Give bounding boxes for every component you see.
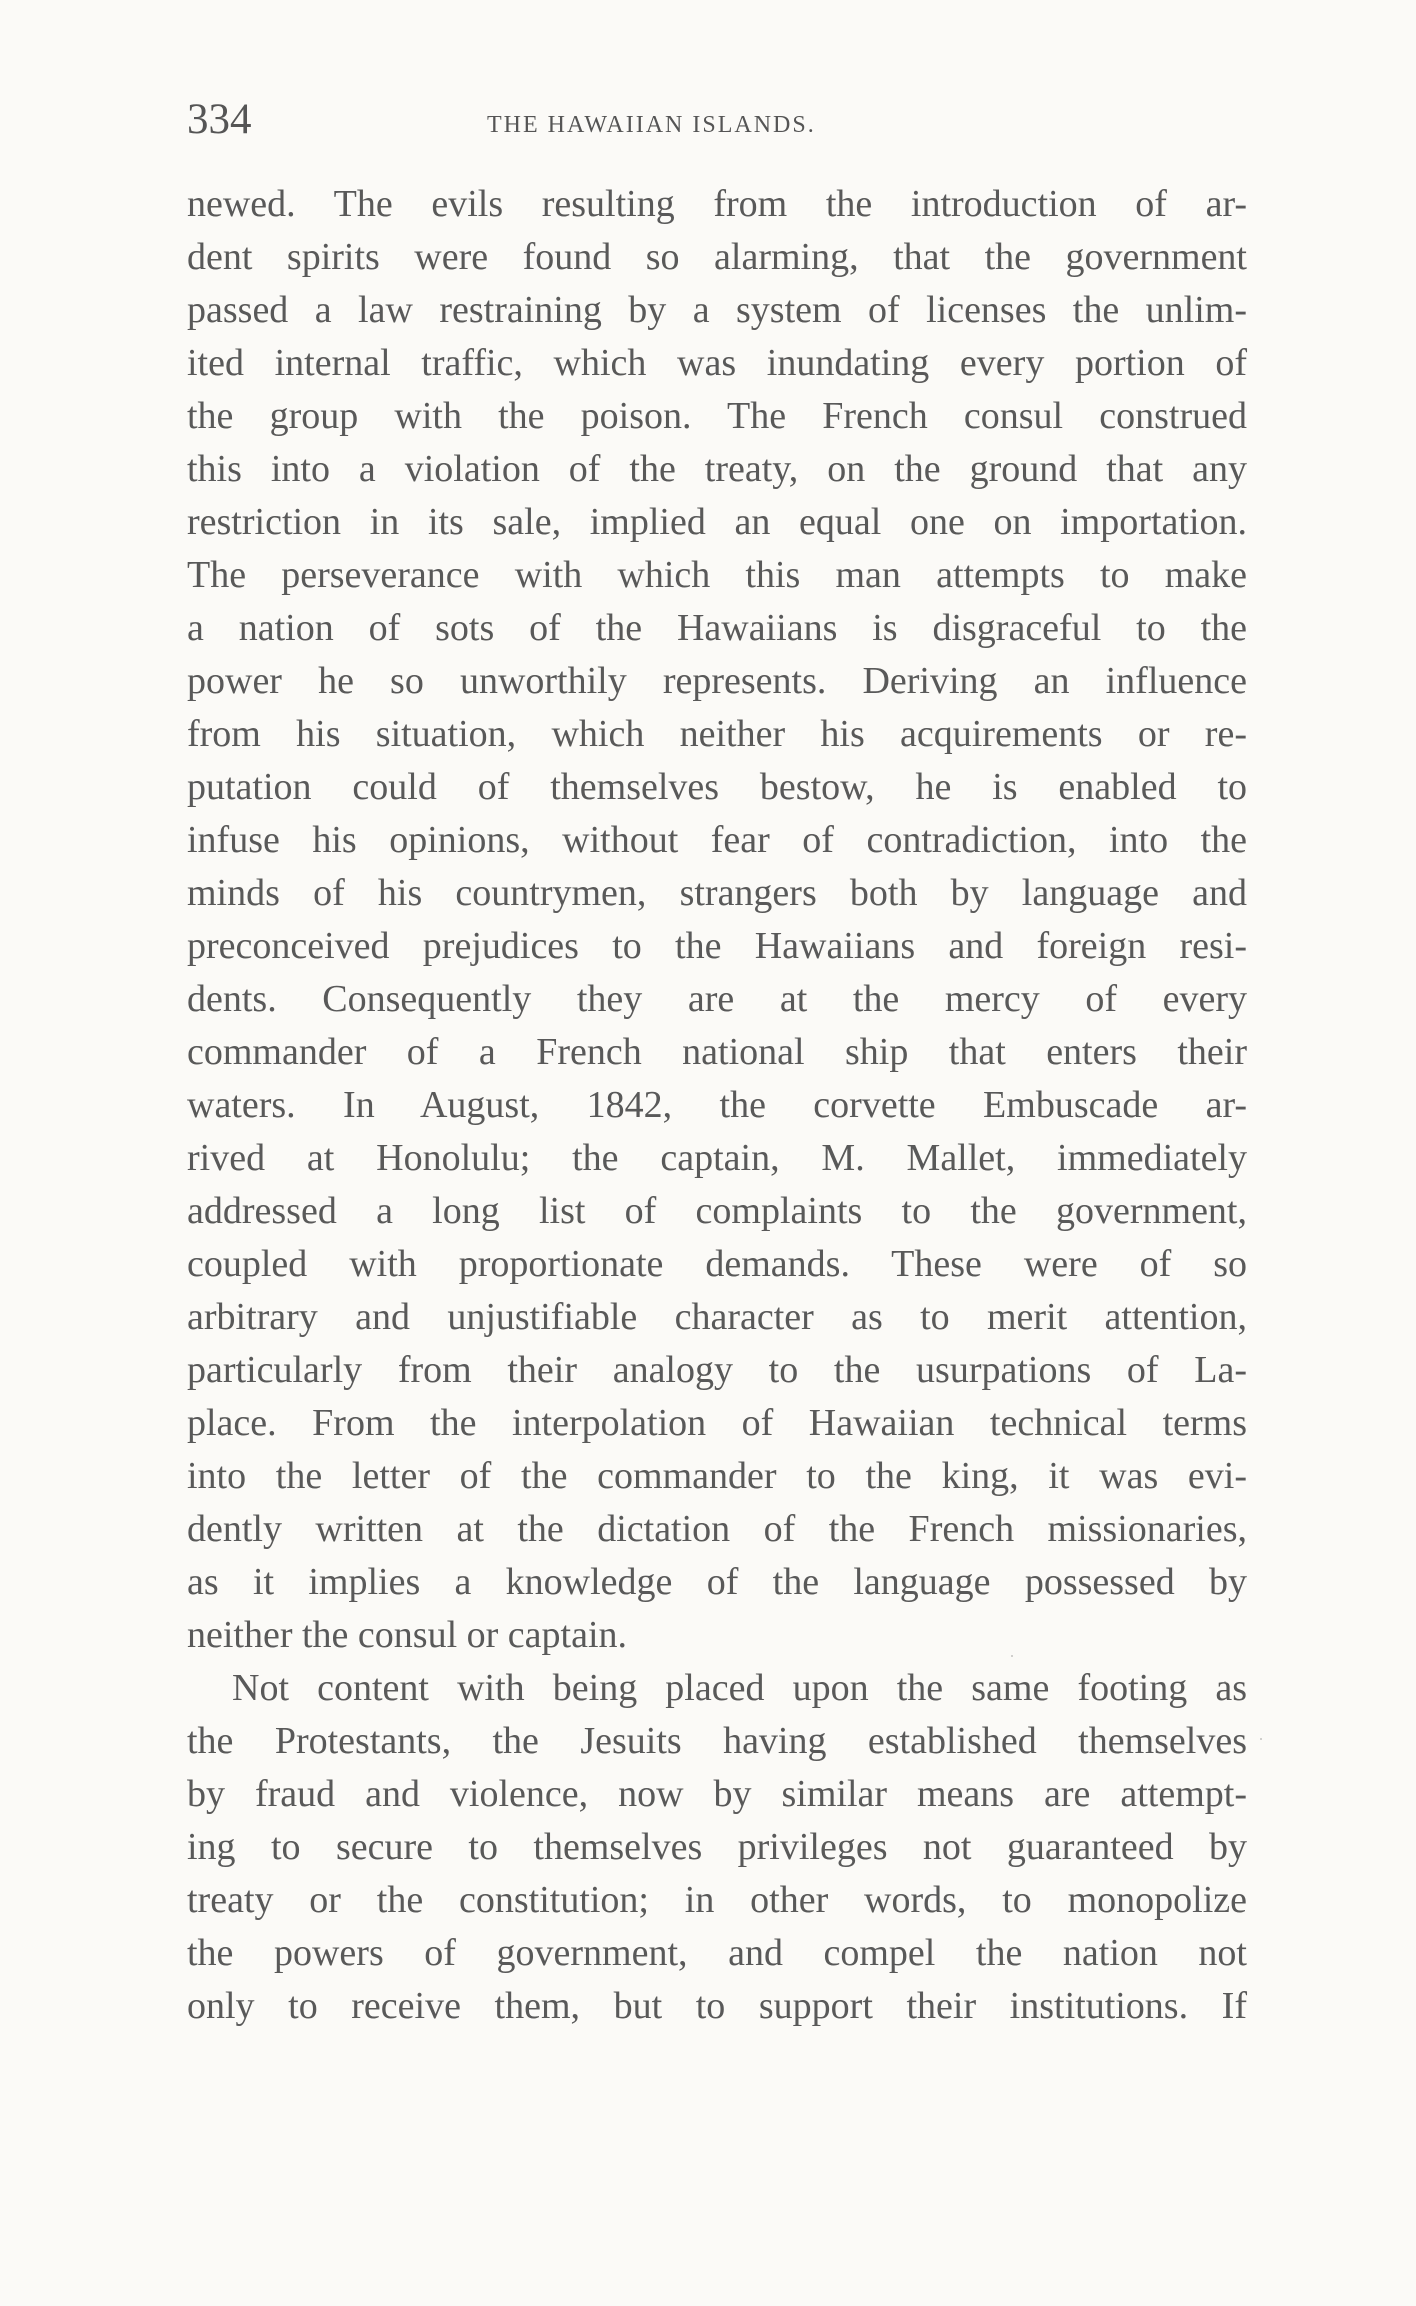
page-header [187, 98, 1247, 158]
text-line: putation could of themselves bestow, he is enabled to [187, 766, 1247, 808]
paper-speck [1260, 1738, 1262, 1740]
text-line: the group with the poison. The French consul construed [187, 395, 1247, 437]
text-line: the Protestants, the Jesuits having established themselves [187, 1720, 1247, 1762]
text-line: neither the consul or captain. [187, 1614, 628, 1656]
text-line: coupled with proportionate demands. These were of so [187, 1243, 1247, 1285]
text-line: into the letter of the commander to the king, it was evi- [187, 1455, 1247, 1497]
running-head: THE HAWAIIAN ISLANDS. [487, 112, 816, 138]
text-line: this into a violation of the treaty, on the ground that any [187, 448, 1247, 490]
text-line: the powers of government, and compel the nation not [187, 1932, 1247, 1974]
body-text [187, 178, 1247, 2033]
text-line: ing to secure to themselves privileges not guaranteed by [187, 1826, 1247, 1868]
text-line: minds of his countrymen, strangers both by language and [187, 872, 1247, 914]
text-line: ited internal traffic, which was inundating every portion of [187, 342, 1247, 384]
paragraph-2 [187, 1662, 1247, 2033]
text-line: waters. In August, 1842, the corvette Embuscade ar- [187, 1084, 1247, 1126]
text-line: addressed a long list of complaints to the government, [187, 1190, 1247, 1232]
text-line: place. From the interpolation of Hawaiian technical terms [187, 1402, 1247, 1444]
text-line: infuse his opinions, without fear of contradiction, into the [187, 819, 1247, 861]
text-line: newed. The evils resulting from the introduction of ar- [187, 183, 1247, 225]
text-line: dents. Consequently they are at the mercy of every [187, 978, 1247, 1020]
paragraph-1 [187, 178, 1247, 1662]
text-line: preconceived prejudices to the Hawaiians and foreign resi- [187, 925, 1247, 967]
text-line: dent spirits were found so alarming, that the government [187, 236, 1247, 278]
text-line: particularly from their analogy to the usurpations of La- [187, 1349, 1247, 1391]
text-line: Not content with being placed upon the same footing as [232, 1667, 1247, 1709]
text-line: restriction in its sale, implied an equal one on importation. [187, 501, 1247, 543]
text-line: The perseverance with which this man attempts to make [187, 554, 1247, 596]
text-line: only to receive them, but to support their institutions. If [187, 1985, 1247, 2027]
text-line: as it implies a knowledge of the language possessed by [187, 1561, 1247, 1603]
page-number: 334 [187, 96, 252, 143]
text-line: treaty or the constitution; in other words, to monopolize [187, 1879, 1247, 1921]
text-line: arbitrary and unjustifiable character as to merit attention, [187, 1296, 1247, 1338]
text-line: from his situation, which neither his acquirements or re- [187, 713, 1247, 755]
text-line: dently written at the dictation of the French missionaries, [187, 1508, 1247, 1550]
text-line: power he so unworthily represents. Deriving an influence [187, 660, 1247, 702]
text-line: passed a law restraining by a system of licenses the unlim- [187, 289, 1247, 331]
text-line: by fraud and violence, now by similar means are attempt- [187, 1773, 1247, 1815]
text-line: a nation of sots of the Hawaiians is disgraceful to the [187, 607, 1247, 649]
text-line: rived at Honolulu; the captain, M. Mallet, immediately [187, 1137, 1247, 1179]
text-line: commander of a French national ship that enters their [187, 1031, 1247, 1073]
